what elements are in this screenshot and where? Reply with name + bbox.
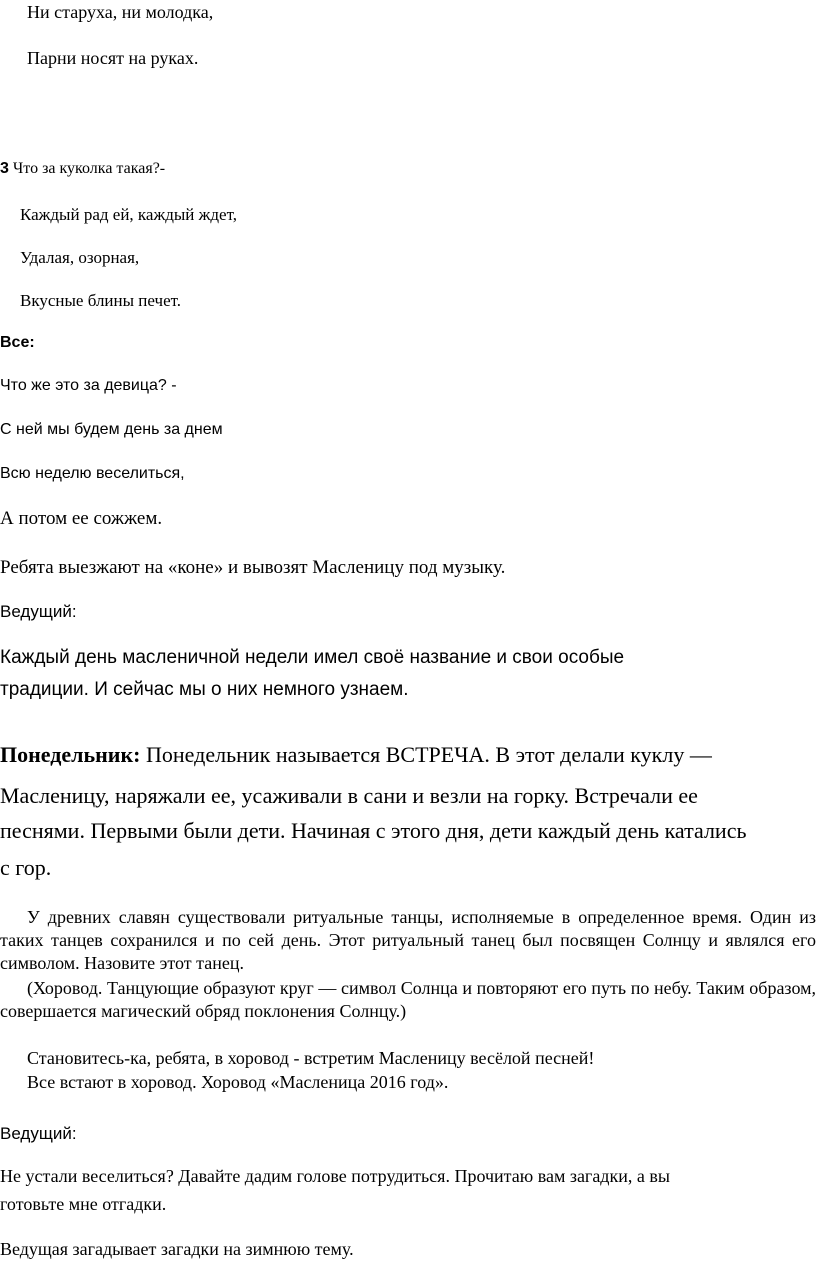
- monday-line-1: [0, 742, 712, 768]
- riddles-intro-line-2: готовьте мне отгадки.: [0, 1194, 167, 1214]
- monday-text-1: Понедельник называется ВСТРЕЧА. В этот делали куклу —: [140, 742, 712, 767]
- all-line-4: А потом ее сожжем.: [0, 508, 163, 529]
- monday-label: Понедельник:: [0, 742, 141, 767]
- host-label-1: Ведущий:: [0, 602, 77, 621]
- dance-answer: (Хоровод. Танцующие образуют круг — символ Солнца и повторяют его путь по небу. Таким образом, совершается магический обряд поклонения Солнцу.): [0, 978, 816, 1021]
- all-label: Все:: [0, 334, 35, 351]
- monday-line-3: песнями. Первыми были дети. Начиная с этого дня, дети каждый день катались: [0, 818, 747, 843]
- riddle-3-first-line: [0, 160, 165, 178]
- closing-text: Ведущая загадывает загадки на зимнюю тему.: [0, 1239, 354, 1259]
- call-line-1: Становитесь-ка, ребята, в хоровод - встретим Масленицу весёлой песней!: [27, 1048, 595, 1068]
- dance-question: У древних славян существовали ритуальные танцы, исполняемые в определенное время. Один из таких танцев сохранился и по сей день. Этот ритуальный танец был посвящен Солнцу и являлся его символом. Назовите этот танец.: [0, 907, 816, 973]
- intro-line-1: Каждый день масленичной недели имел своё название и свои особые: [0, 647, 625, 668]
- poem-line-1: Ни старуха, ни молодка,: [27, 2, 214, 22]
- monday-line-2: Масленицу, наряжали ее, усаживали в сани и везли на горку. Встречали ее: [0, 783, 698, 808]
- all-line-1: Что же это за девица? -: [0, 377, 177, 394]
- riddle-line-3: Удалая, озорная,: [20, 248, 140, 267]
- monday-line-4: с гор.: [0, 855, 52, 880]
- riddle-line-4: Вкусные блины печет.: [20, 291, 182, 310]
- action-text: Ребята выезжают на «коне» и вывозят Масленицу под музыку.: [0, 557, 506, 578]
- all-line-2: С ней мы будем день за днем: [0, 421, 223, 438]
- all-line-3: Всю неделю веселиться,: [0, 465, 185, 482]
- host-label-2: Ведущий:: [0, 1124, 77, 1143]
- riddle-number: 3: [0, 160, 9, 177]
- call-line-2: Все встают в хоровод. Хоровод «Масленица 2016 год».: [27, 1072, 449, 1092]
- riddles-intro-line-1: Не устали веселиться? Давайте дадим голове потрудиться. Прочитаю вам загадки, а вы: [0, 1166, 670, 1186]
- riddle-line-1: Что за куколка такая?-: [12, 160, 166, 177]
- poem-line-2: Парни носят на руках.: [27, 48, 199, 68]
- riddle-line-2: Каждый рад ей, каждый ждет,: [20, 205, 237, 224]
- intro-line-2: традиции. И сейчас мы о них немного узнаем.: [0, 679, 409, 700]
